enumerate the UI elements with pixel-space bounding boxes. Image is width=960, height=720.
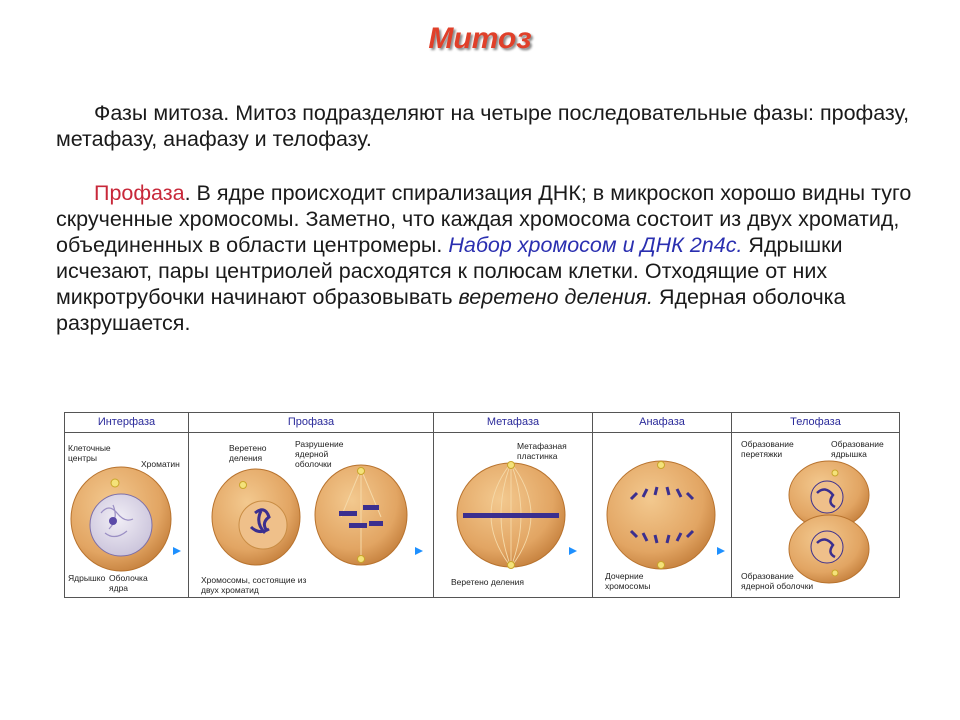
phase-header-anaphase: Анафаза [593,413,731,433]
chromosome-set-highlight: Набор хромосом и ДНК 2n4c. [448,233,743,257]
prophase-cell-late [315,465,407,565]
label-nuclear-envelope: Оболочка ядра [109,573,148,593]
phase-header-prophase: Профаза [189,413,433,433]
prophase-text-1: . В ядре происходит спирализация ДНК; в микроскоп хорошо видны туго скрученные хромосомы. Заметно, что каждая хромосома состоит из двух хроматид, объединенных в области центромеры. [56,181,912,257]
prophase-term: Профаза [94,181,185,205]
prophase-text-3: Ядерная оболочка разрушается. [56,285,846,335]
label-spindle: Веретено деления [229,443,267,463]
label-daughter-chromosomes: Дочерние хромосомы [605,571,651,591]
label-constriction-formation: Образование перетяжки [741,439,794,459]
telophase-cell [789,461,869,583]
arrow-icon [415,547,423,555]
arrow-icon [569,547,577,555]
prophase-cell-early [212,469,300,565]
label-nucleolus-formation: Образование ядрышка [831,439,884,459]
metaphase-cell [457,462,565,569]
label-spindle-metaphase: Веретено деления [451,577,525,587]
label-cell-centers: Клеточные центры [68,443,111,463]
arrow-icon [173,547,181,555]
label-nucleolus: Ядрышко [68,573,106,583]
prophase-text-2: Ядрышки исчезают, пары центриолей расходятся к полюсам клетки. Отходящие от них микротрубочки начинают образовывать [56,233,843,309]
phase-header-telophase: Телофаза [732,413,899,433]
label-chromosomes-two-chromatids: Хромосомы, состоящие из двух хроматид [201,575,307,595]
phase-header-metaphase: Метафаза [434,413,592,433]
label-envelope-formation: Образование ядерной оболочки [741,571,814,591]
spindle-term: веретено деления. [458,285,654,309]
slide-title: Митоз [428,22,532,55]
intro-paragraph [56,100,916,152]
prophase-paragraph [56,180,916,336]
label-metaphase-plate: Метафазная пластинка [517,441,567,461]
intro-text: Фазы митоза. Митоз подразделяют на четыре последовательные фазы: профазу, метафазу, анафазу и телофазу. [56,101,910,151]
interphase-cell [71,467,171,571]
label-chromatin: Хроматин [141,459,180,469]
anaphase-cell [607,461,715,569]
phase-header-interphase: Интерфаза [65,413,188,433]
label-envelope-breakdown: Разрушение ядерной оболочки [295,439,344,469]
mitosis-figure [64,412,900,598]
arrow-icon [717,547,725,555]
